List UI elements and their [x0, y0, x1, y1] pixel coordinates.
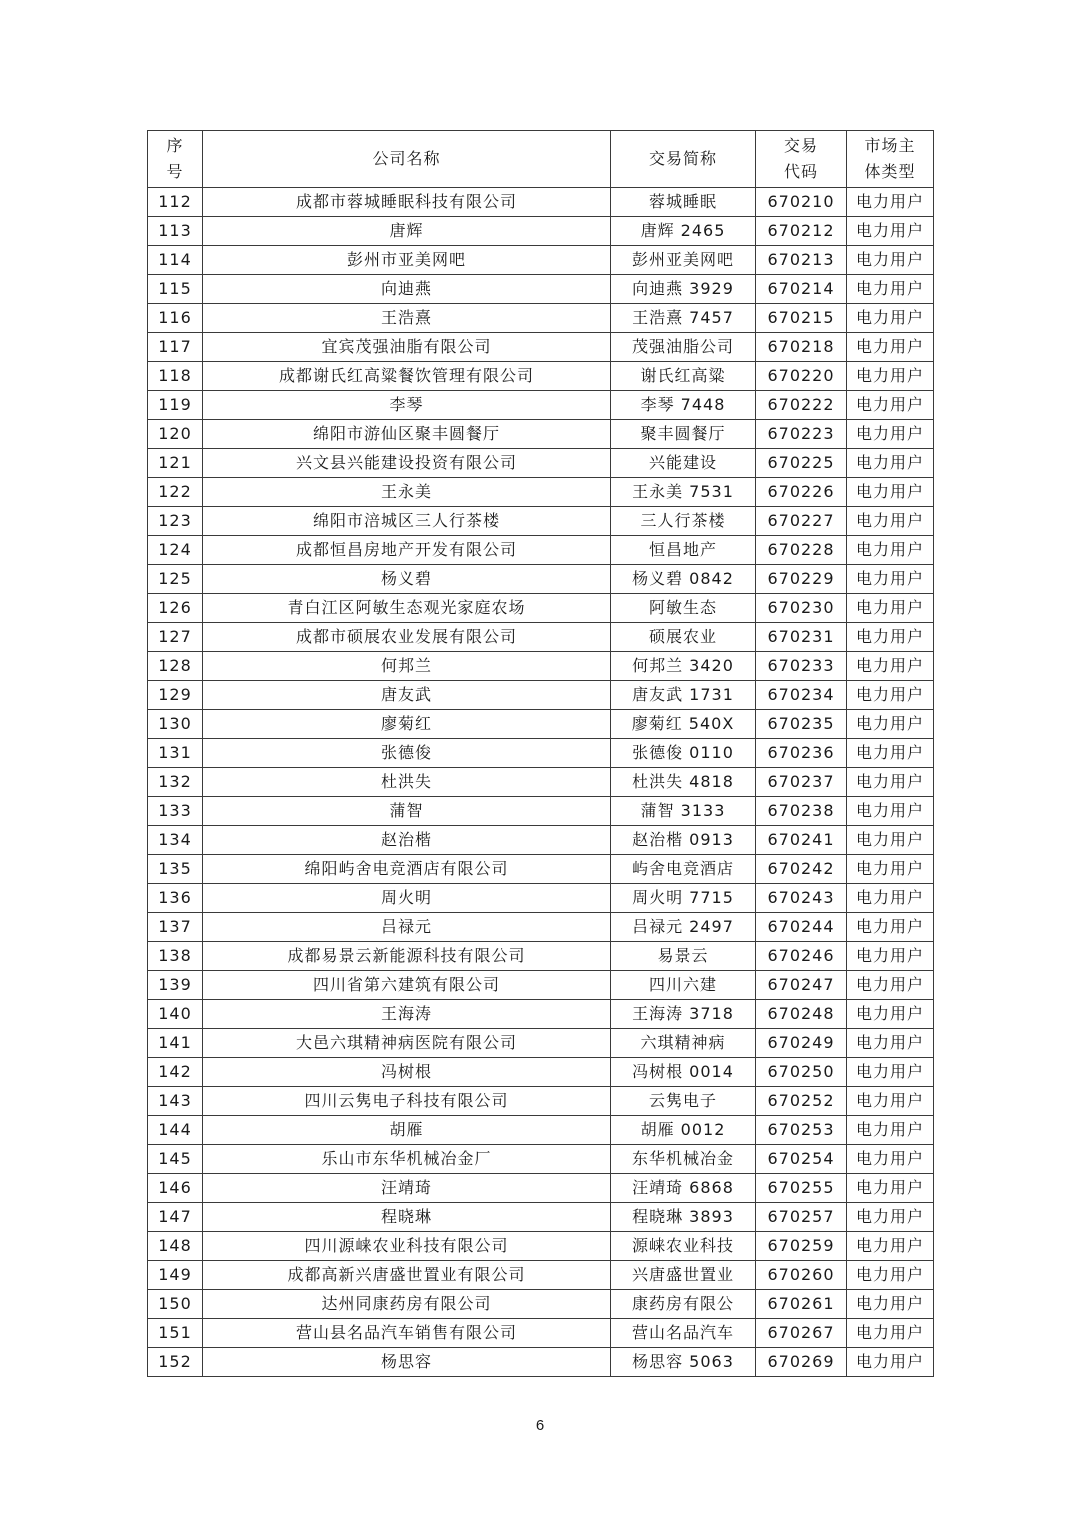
cell-short-name: 易景云: [611, 942, 756, 971]
cell-code: 670212: [756, 217, 847, 246]
table-row: [148, 565, 934, 594]
cell-entity-type: 电力用户: [847, 1348, 934, 1377]
cell-company: 冯树根: [203, 1058, 611, 1087]
cell-short-name: 何邦兰 3420: [611, 652, 756, 681]
table-row: [148, 1174, 934, 1203]
cell-code: 670225: [756, 449, 847, 478]
cell-company: 绵阳屿舍电竞酒店有限公司: [203, 855, 611, 884]
cell-entity-type: 电力用户: [847, 1319, 934, 1348]
table-row: [148, 1319, 934, 1348]
cell-code: 670235: [756, 710, 847, 739]
table-body: [148, 188, 934, 1377]
cell-entity-type: 电力用户: [847, 884, 934, 913]
cell-entity-type: 电力用户: [847, 623, 934, 652]
cell-short-name: 唐友武 1731: [611, 681, 756, 710]
cell-code: 670261: [756, 1290, 847, 1319]
cell-code: 670222: [756, 391, 847, 420]
cell-entity-type: 电力用户: [847, 275, 934, 304]
cell-company: 四川省第六建筑有限公司: [203, 971, 611, 1000]
cell-code: 670218: [756, 333, 847, 362]
cell-short-name: 云隽电子: [611, 1087, 756, 1116]
cell-company: 周火明: [203, 884, 611, 913]
cell-short-name: 李琴 7448: [611, 391, 756, 420]
cell-code: 670237: [756, 768, 847, 797]
cell-entity-type: 电力用户: [847, 594, 934, 623]
table-row: [148, 449, 934, 478]
cell-entity-type: 电力用户: [847, 768, 934, 797]
cell-code: 670267: [756, 1319, 847, 1348]
cell-seq: 151: [148, 1319, 203, 1348]
table-row: [148, 1348, 934, 1377]
cell-code: 670257: [756, 1203, 847, 1232]
cell-code: 670248: [756, 1000, 847, 1029]
cell-code: 670249: [756, 1029, 847, 1058]
cell-short-name: 聚丰圆餐厅: [611, 420, 756, 449]
cell-company: 成都谢氏红高粱餐饮管理有限公司: [203, 362, 611, 391]
cell-short-name: 彭州亚美网吧: [611, 246, 756, 275]
cell-short-name: 张德俊 0110: [611, 739, 756, 768]
table-row: [148, 1145, 934, 1174]
cell-code: 670247: [756, 971, 847, 1000]
table-row: [148, 652, 934, 681]
header-type-line1: 市场主: [864, 136, 916, 155]
cell-seq: 119: [148, 391, 203, 420]
table-row: [148, 942, 934, 971]
cell-entity-type: 电力用户: [847, 1000, 934, 1029]
cell-code: 670228: [756, 536, 847, 565]
cell-entity-type: 电力用户: [847, 1290, 934, 1319]
cell-short-name: 王浩熹 7457: [611, 304, 756, 333]
cell-short-name: 廖菊红 540X: [611, 710, 756, 739]
cell-seq: 145: [148, 1145, 203, 1174]
cell-company: 成都市硕展农业发展有限公司: [203, 623, 611, 652]
cell-company: 何邦兰: [203, 652, 611, 681]
cell-seq: 135: [148, 855, 203, 884]
cell-entity-type: 电力用户: [847, 420, 934, 449]
cell-company: 营山县名品汽车销售有限公司: [203, 1319, 611, 1348]
cell-code: 670243: [756, 884, 847, 913]
header-company: 公司名称: [203, 131, 611, 188]
cell-seq: 149: [148, 1261, 203, 1290]
header-seq-line2: 号: [166, 162, 184, 181]
cell-entity-type: 电力用户: [847, 217, 934, 246]
cell-code: 670233: [756, 652, 847, 681]
cell-seq: 138: [148, 942, 203, 971]
cell-seq: 134: [148, 826, 203, 855]
cell-code: 670255: [756, 1174, 847, 1203]
cell-company: 张德俊: [203, 739, 611, 768]
cell-short-name: 赵治楷 0913: [611, 826, 756, 855]
cell-short-name: 蓉城睡眠: [611, 188, 756, 217]
cell-seq: 136: [148, 884, 203, 913]
table-row: [148, 913, 934, 942]
cell-short-name: 兴唐盛世置业: [611, 1261, 756, 1290]
page-number: 6: [535, 1417, 545, 1434]
cell-code: 670242: [756, 855, 847, 884]
header-code-line2: 代码: [783, 162, 818, 181]
cell-code: 670254: [756, 1145, 847, 1174]
cell-company: 绵阳市涪城区三人行茶楼: [203, 507, 611, 536]
cell-code: 670259: [756, 1232, 847, 1261]
cell-entity-type: 电力用户: [847, 971, 934, 1000]
cell-seq: 131: [148, 739, 203, 768]
table-row: [148, 1116, 934, 1145]
cell-short-name: 唐辉 2465: [611, 217, 756, 246]
cell-company: 四川云隽电子科技有限公司: [203, 1087, 611, 1116]
cell-seq: 152: [148, 1348, 203, 1377]
table-row: [148, 362, 934, 391]
cell-company: 彭州市亚美网吧: [203, 246, 611, 275]
cell-short-name: 蒲智 3133: [611, 797, 756, 826]
cell-entity-type: 电力用户: [847, 913, 934, 942]
cell-company: 兴文县兴能建设投资有限公司: [203, 449, 611, 478]
cell-short-name: 营山名品汽车: [611, 1319, 756, 1348]
cell-code: 670260: [756, 1261, 847, 1290]
table-row: [148, 420, 934, 449]
cell-company: 胡雁: [203, 1116, 611, 1145]
cell-seq: 123: [148, 507, 203, 536]
cell-seq: 141: [148, 1029, 203, 1058]
table-row: [148, 1000, 934, 1029]
cell-entity-type: 电力用户: [847, 1203, 934, 1232]
cell-code: 670250: [756, 1058, 847, 1087]
table-row: [148, 1290, 934, 1319]
cell-code: 670244: [756, 913, 847, 942]
cell-company: 王海涛: [203, 1000, 611, 1029]
cell-entity-type: 电力用户: [847, 246, 934, 275]
cell-code: 670241: [756, 826, 847, 855]
cell-company: 大邑六琪精神病医院有限公司: [203, 1029, 611, 1058]
table-row: [148, 275, 934, 304]
cell-company: 杨义碧: [203, 565, 611, 594]
cell-entity-type: 电力用户: [847, 333, 934, 362]
cell-code: 670223: [756, 420, 847, 449]
cell-entity-type: 电力用户: [847, 1232, 934, 1261]
table-row: [148, 1058, 934, 1087]
cell-short-name: 恒昌地产: [611, 536, 756, 565]
cell-seq: 132: [148, 768, 203, 797]
table-row: [148, 797, 934, 826]
cell-seq: 115: [148, 275, 203, 304]
cell-entity-type: 电力用户: [847, 536, 934, 565]
cell-seq: 139: [148, 971, 203, 1000]
cell-short-name: 王永美 7531: [611, 478, 756, 507]
cell-company: 赵治楷: [203, 826, 611, 855]
cell-entity-type: 电力用户: [847, 188, 934, 217]
cell-entity-type: 电力用户: [847, 1058, 934, 1087]
cell-company: 王永美: [203, 478, 611, 507]
table-row: [148, 623, 934, 652]
cell-code: 670246: [756, 942, 847, 971]
header-type-line2: 体类型: [864, 162, 916, 181]
cell-short-name: 谢氏红高粱: [611, 362, 756, 391]
cell-entity-type: 电力用户: [847, 565, 934, 594]
table-row: [148, 536, 934, 565]
cell-entity-type: 电力用户: [847, 652, 934, 681]
cell-short-name: 茂强油脂公司: [611, 333, 756, 362]
cell-entity-type: 电力用户: [847, 942, 934, 971]
cell-company: 青白江区阿敏生态观光家庭农场: [203, 594, 611, 623]
cell-company: 杜洪失: [203, 768, 611, 797]
cell-entity-type: 电力用户: [847, 1174, 934, 1203]
cell-code: 670210: [756, 188, 847, 217]
registration-table: [147, 130, 934, 1377]
cell-seq: 113: [148, 217, 203, 246]
cell-seq: 140: [148, 1000, 203, 1029]
cell-code: 670220: [756, 362, 847, 391]
cell-company: 廖菊红: [203, 710, 611, 739]
header-code-line1: 交易: [783, 136, 818, 155]
table-row: [148, 1203, 934, 1232]
cell-seq: 126: [148, 594, 203, 623]
cell-company: 宜宾茂强油脂有限公司: [203, 333, 611, 362]
cell-code: 670252: [756, 1087, 847, 1116]
cell-company: 李琴: [203, 391, 611, 420]
cell-seq: 114: [148, 246, 203, 275]
table-row: [148, 1087, 934, 1116]
cell-company: 唐辉: [203, 217, 611, 246]
table-row: [148, 884, 934, 913]
cell-code: 670215: [756, 304, 847, 333]
cell-short-name: 源崃农业科技: [611, 1232, 756, 1261]
table-row: [148, 188, 934, 217]
cell-short-name: 六琪精神病: [611, 1029, 756, 1058]
cell-company: 吕禄元: [203, 913, 611, 942]
cell-entity-type: 电力用户: [847, 304, 934, 333]
cell-entity-type: 电力用户: [847, 710, 934, 739]
cell-code: 670231: [756, 623, 847, 652]
table-row: [148, 246, 934, 275]
cell-seq: 143: [148, 1087, 203, 1116]
cell-company: 成都易景云新能源科技有限公司: [203, 942, 611, 971]
cell-seq: 150: [148, 1290, 203, 1319]
cell-code: 670253: [756, 1116, 847, 1145]
cell-company: 向迪燕: [203, 275, 611, 304]
cell-short-name: 胡雁 0012: [611, 1116, 756, 1145]
header-seq: [148, 131, 203, 188]
cell-short-name: 屿舍电竞酒店: [611, 855, 756, 884]
table-row: [148, 739, 934, 768]
cell-entity-type: 电力用户: [847, 391, 934, 420]
header-seq-line1: 序: [166, 136, 184, 155]
cell-entity-type: 电力用户: [847, 362, 934, 391]
header-entity-type: [847, 131, 934, 188]
cell-code: 670226: [756, 478, 847, 507]
cell-short-name: 向迪燕 3929: [611, 275, 756, 304]
cell-seq: 120: [148, 420, 203, 449]
cell-code: 670227: [756, 507, 847, 536]
cell-code: 670213: [756, 246, 847, 275]
cell-short-name: 杨义碧 0842: [611, 565, 756, 594]
cell-entity-type: 电力用户: [847, 797, 934, 826]
table-row: [148, 710, 934, 739]
cell-entity-type: 电力用户: [847, 449, 934, 478]
table-row: [148, 217, 934, 246]
cell-short-name: 东华机械冶金: [611, 1145, 756, 1174]
table-row: [148, 1232, 934, 1261]
cell-seq: 148: [148, 1232, 203, 1261]
cell-code: 670229: [756, 565, 847, 594]
cell-entity-type: 电力用户: [847, 826, 934, 855]
cell-short-name: 吕禄元 2497: [611, 913, 756, 942]
cell-seq: 118: [148, 362, 203, 391]
cell-company: 程晓琳: [203, 1203, 611, 1232]
cell-seq: 127: [148, 623, 203, 652]
cell-entity-type: 电力用户: [847, 681, 934, 710]
cell-entity-type: 电力用户: [847, 1029, 934, 1058]
cell-company: 达州同康药房有限公司: [203, 1290, 611, 1319]
cell-seq: 142: [148, 1058, 203, 1087]
table-header-row: [148, 131, 934, 188]
cell-seq: 122: [148, 478, 203, 507]
cell-entity-type: 电力用户: [847, 855, 934, 884]
cell-short-name: 三人行茶楼: [611, 507, 756, 536]
cell-seq: 137: [148, 913, 203, 942]
cell-entity-type: 电力用户: [847, 1087, 934, 1116]
cell-company: 四川源崃农业科技有限公司: [203, 1232, 611, 1261]
cell-entity-type: 电力用户: [847, 1116, 934, 1145]
cell-short-name: 杨思容 5063: [611, 1348, 756, 1377]
table-row: [148, 855, 934, 884]
cell-seq: 116: [148, 304, 203, 333]
cell-entity-type: 电力用户: [847, 478, 934, 507]
cell-short-name: 冯树根 0014: [611, 1058, 756, 1087]
cell-seq: 128: [148, 652, 203, 681]
cell-company: 蒲智: [203, 797, 611, 826]
table-row: [148, 768, 934, 797]
table-row: [148, 594, 934, 623]
cell-company: 杨思容: [203, 1348, 611, 1377]
cell-code: 670236: [756, 739, 847, 768]
table-row: [148, 391, 934, 420]
cell-short-name: 周火明 7715: [611, 884, 756, 913]
cell-seq: 146: [148, 1174, 203, 1203]
cell-short-name: 康药房有限公: [611, 1290, 756, 1319]
cell-company: 汪靖琦: [203, 1174, 611, 1203]
cell-short-name: 硕展农业: [611, 623, 756, 652]
cell-short-name: 阿敏生态: [611, 594, 756, 623]
header-short-name: 交易简称: [611, 131, 756, 188]
cell-company: 成都恒昌房地产开发有限公司: [203, 536, 611, 565]
table-row: [148, 507, 934, 536]
cell-entity-type: 电力用户: [847, 739, 934, 768]
cell-short-name: 王海涛 3718: [611, 1000, 756, 1029]
table-row: [148, 826, 934, 855]
cell-short-name: 兴能建设: [611, 449, 756, 478]
cell-seq: 124: [148, 536, 203, 565]
cell-seq: 121: [148, 449, 203, 478]
table-row: [148, 304, 934, 333]
table-row: [148, 971, 934, 1000]
cell-code: 670214: [756, 275, 847, 304]
cell-entity-type: 电力用户: [847, 1145, 934, 1174]
cell-company: 成都市蓉城睡眠科技有限公司: [203, 188, 611, 217]
cell-seq: 125: [148, 565, 203, 594]
cell-short-name: 程晓琳 3893: [611, 1203, 756, 1232]
table-row: [148, 681, 934, 710]
cell-code: 670230: [756, 594, 847, 623]
cell-seq: 129: [148, 681, 203, 710]
cell-seq: 144: [148, 1116, 203, 1145]
cell-company: 唐友武: [203, 681, 611, 710]
cell-seq: 117: [148, 333, 203, 362]
cell-entity-type: 电力用户: [847, 1261, 934, 1290]
cell-company: 绵阳市游仙区聚丰圆餐厅: [203, 420, 611, 449]
cell-company: 乐山市东华机械冶金厂: [203, 1145, 611, 1174]
cell-short-name: 杜洪失 4818: [611, 768, 756, 797]
cell-seq: 133: [148, 797, 203, 826]
table-row: [148, 1029, 934, 1058]
cell-seq: 112: [148, 188, 203, 217]
table-row: [148, 478, 934, 507]
cell-company: 成都高新兴唐盛世置业有限公司: [203, 1261, 611, 1290]
cell-code: 670238: [756, 797, 847, 826]
cell-entity-type: 电力用户: [847, 507, 934, 536]
cell-seq: 130: [148, 710, 203, 739]
table-row: [148, 1261, 934, 1290]
cell-code: 670234: [756, 681, 847, 710]
cell-company: 王浩熹: [203, 304, 611, 333]
cell-code: 670269: [756, 1348, 847, 1377]
cell-seq: 147: [148, 1203, 203, 1232]
table-row: [148, 333, 934, 362]
header-code: [756, 131, 847, 188]
cell-short-name: 四川六建: [611, 971, 756, 1000]
cell-short-name: 汪靖琦 6868: [611, 1174, 756, 1203]
